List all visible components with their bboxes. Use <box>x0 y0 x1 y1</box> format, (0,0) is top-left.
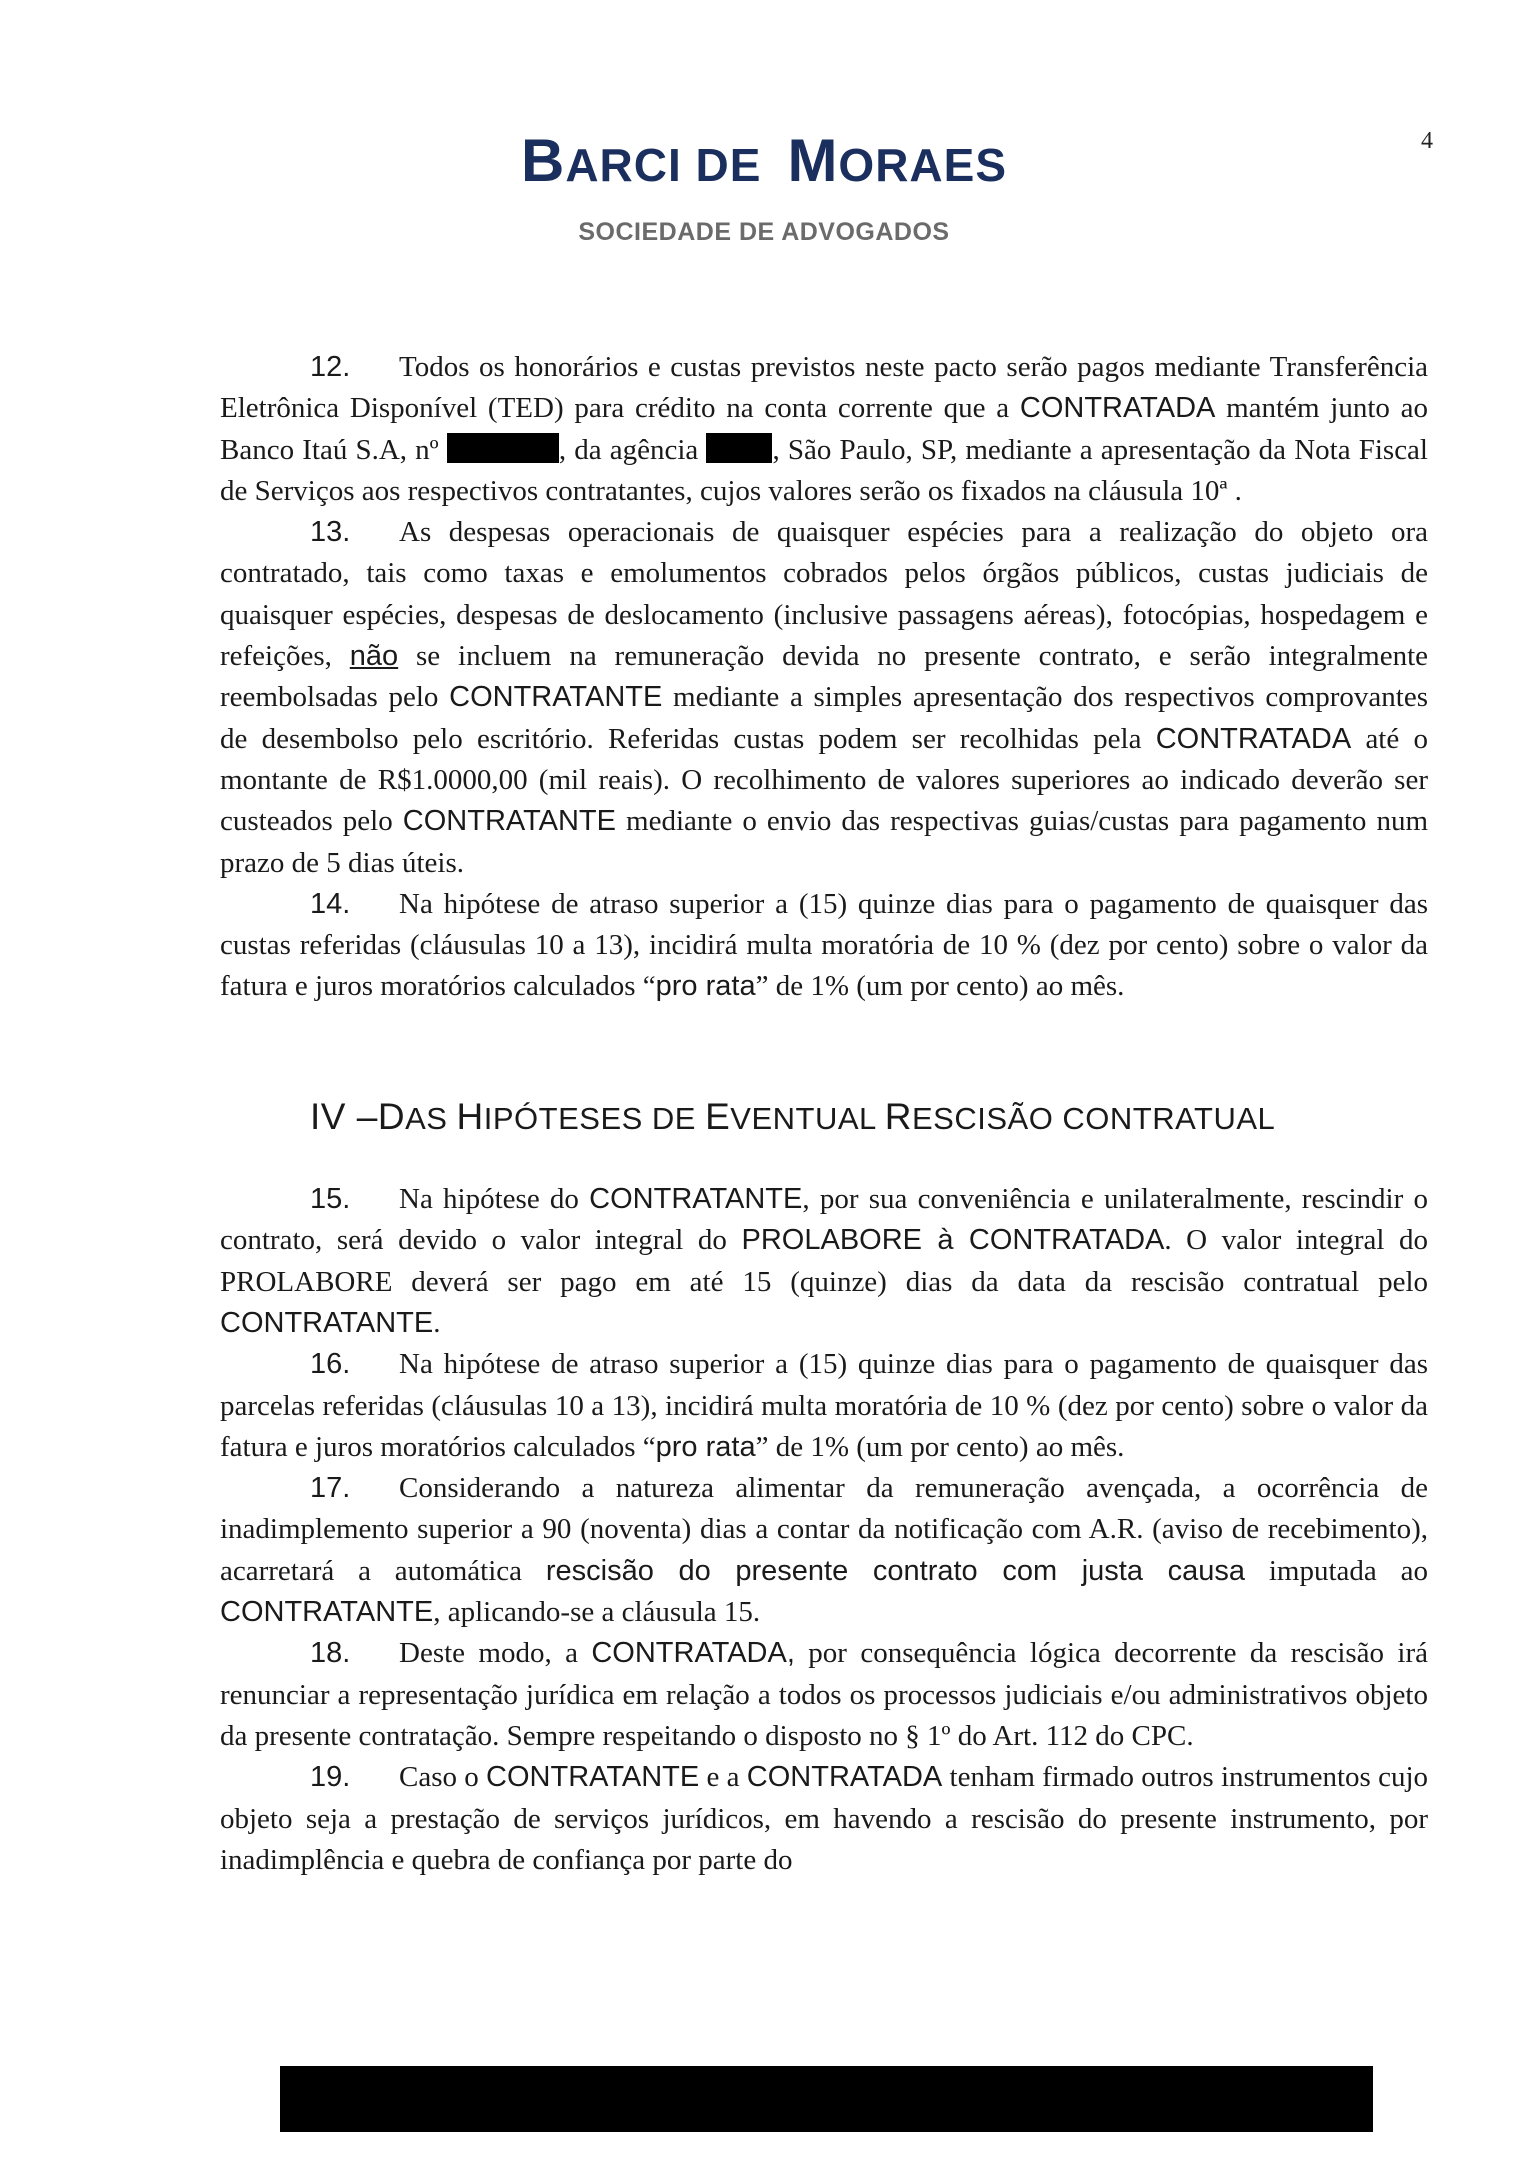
section-heading <box>310 1096 1428 1139</box>
party-name: CONTRATANTE <box>486 1761 700 1794</box>
party-name: CONTRATANTE <box>220 1596 434 1629</box>
clause-13 <box>220 512 1428 884</box>
letterhead <box>0 128 1528 247</box>
party-name: CONTRATANTE <box>449 681 663 714</box>
party-name: CONTRATADA <box>968 1224 1165 1257</box>
party-name: CONTRATANTE <box>589 1183 803 1216</box>
firm-subtitle: SOCIEDADE DE ADVOGADOS <box>578 218 950 246</box>
clause-text: e a <box>699 1761 747 1794</box>
page-number: 4 <box>1421 128 1433 154</box>
party-name: CONTRATADA <box>1019 392 1216 425</box>
clause-number: 18. <box>310 1637 351 1670</box>
party-name: CONTRATADA <box>746 1761 943 1794</box>
clause-text: à <box>922 1224 969 1257</box>
section-heading-part: IPÓTESES DE <box>483 1100 706 1136</box>
clause-12 <box>220 347 1428 512</box>
clause-text: tenham firmado outros instrumentos cujo objeto seja a prestação de serviços jurídicos, em havendo a rescisão do presente instrumento, por inadimplência e quebra de confiança por parte do <box>220 1761 1429 1876</box>
clause-text: mantém junto ao Banco Itaú S.A, nº <box>220 392 1428 466</box>
section-heading-part: ESCISÃO CONTRATUAL <box>911 1100 1276 1136</box>
clause-text: Na hipótese de atraso superior a (15) quinze dias para o pagamento de quaisquer das parcelas referidas (cláusulas 10 a 13), incidirá multa moratória de 10 % (dez por cento) sobre o valor da fatura e juros moratórios calculados “ <box>220 1348 1428 1463</box>
section-heading-part: IV – <box>310 1095 378 1137</box>
clause-number: 13. <box>310 516 351 549</box>
emphasis-text: PROLABORE <box>741 1224 922 1257</box>
clause-18 <box>220 1633 1428 1757</box>
clause-text: até o montante de R$1.0000,00 (mil reais). O recolhimento de valores superiores ao indicado deverão ser custeados pelo <box>220 722 1428 838</box>
clause-number: 12. <box>310 351 351 383</box>
section-heading-part: H <box>456 1095 484 1137</box>
clause-16 <box>220 1344 1428 1468</box>
firm-name-initial-b: B <box>520 127 566 194</box>
party-name: CONTRATADA, <box>591 1637 795 1670</box>
section-heading-part: VENTUAL <box>730 1100 885 1136</box>
clause-number: 14. <box>310 887 351 920</box>
firm-name-part-2: ORAES <box>838 139 1008 191</box>
clause-text: Deste modo, a <box>399 1637 592 1670</box>
clause-text: Todos os honorários e custas previstos neste pacto serão pagos mediante Transferência Eletrônica Disponível (TED) para crédito na conta corrente que a <box>220 351 1428 425</box>
emphasis-text: pro rata <box>655 970 756 1003</box>
clause-text: , São Paulo, SP, mediante a apresentação da Nota Fiscal de Serviços aos respectivos contratantes, cujos valores serão os fixados na cláusula 10ª . <box>220 433 1428 507</box>
section-heading-part: R <box>884 1095 912 1137</box>
emphasis-text: pro rata <box>655 1430 756 1463</box>
redacted-account-number <box>447 433 559 463</box>
clause-text: . <box>433 1306 441 1339</box>
clause-text: , da agência <box>558 433 707 466</box>
firm-name-part-1: ARCI DE <box>565 139 762 191</box>
section-heading-part: AS <box>405 1100 457 1136</box>
clause-number: 17. <box>310 1472 351 1505</box>
clause-17 <box>220 1468 1428 1633</box>
clause-text: por consequência lógica decorrente da rescisão irá renunciar a representação jurídica em relação a todos os processos judiciais e/ou administrativos objeto da presente contratação. Sempre respeitando o disposto no § 1º do Art. 112 do CPC. <box>220 1637 1428 1752</box>
clause-text: mediante o envio das respectivas guias/custas para pagamento num prazo de 5 dias úteis. <box>220 805 1429 879</box>
clause-text: ” de 1% (um por cento) ao mês. <box>755 970 1125 1003</box>
clause-text: As despesas operacionais de quaisquer espécies para a realização do objeto ora contratado, tais como taxas e emolumentos cobrados pelos órgãos públicos, custas judiciais de quaisquer espécies, despesas de deslocamento (inclusive passagens aéreas), fotocópias, hospedagem e refeições, <box>220 516 1428 673</box>
document-body <box>220 347 1428 1881</box>
clause-19 <box>220 1757 1428 1881</box>
clause-text: Na hipótese do <box>399 1183 590 1216</box>
clause-text: mediante a simples apresentação dos respectivos comprovantes de desembolso pelo escritório. Referidas custas podem ser recolhidas pela <box>220 681 1428 755</box>
clause-text: , por sua conveniência e unilateralmente, rescindir o contrato, será devido o valor integral do <box>220 1183 1428 1257</box>
clause-14 <box>220 884 1428 1008</box>
party-name: CONTRATANTE <box>402 805 616 838</box>
clause-text: . O valor integral do PROLABORE deverá ser pago em até 15 (quinze) dias da data da rescisão contratual pelo <box>220 1224 1428 1298</box>
clause-text: , aplicando-se a cláusula 15. <box>433 1596 761 1629</box>
party-name: CONTRATANTE <box>220 1306 434 1339</box>
redacted-footer-bar <box>280 2066 1373 2132</box>
section-heading-part: D <box>377 1095 406 1137</box>
clause-text: Considerando a natureza alimentar da remuneração avençada, a ocorrência de inadimplemento superior a 90 (noventa) dias a contar da notificação com A.R. (aviso de recebimento), acarretará a automática <box>220 1472 1428 1587</box>
clause-text: Na hipótese de atraso superior a (15) quinze dias para o pagamento de quaisquer das custas referidas (cláusulas 10 a 13), incidirá multa moratória de 10 % (dez por cento) sobre o valor da fatura e juros moratórios calculados “ <box>220 887 1428 1003</box>
redacted-agency-number <box>706 433 772 463</box>
clause-number: 16. <box>310 1348 351 1381</box>
firm-name-initial-m: M <box>787 127 839 194</box>
emphasis-text: não <box>349 640 399 673</box>
firm-name <box>0 128 1528 194</box>
clause-text: imputada ao <box>1245 1554 1428 1587</box>
clause-number: 15. <box>310 1183 351 1216</box>
clause-text: ” de 1% (um por cento) ao mês. <box>755 1430 1125 1463</box>
clause-text: se incluem na remuneração devida no presente contrato, e serão integralmente reembolsadas pelo <box>220 640 1428 714</box>
clause-text: Caso o <box>399 1761 487 1794</box>
section-heading-part: E <box>705 1095 731 1137</box>
clause-number: 19. <box>310 1761 351 1794</box>
clause-15 <box>220 1179 1428 1344</box>
emphasis-text: rescisão do presente contrato com justa causa <box>545 1554 1246 1587</box>
party-name: CONTRATADA <box>1155 722 1352 755</box>
